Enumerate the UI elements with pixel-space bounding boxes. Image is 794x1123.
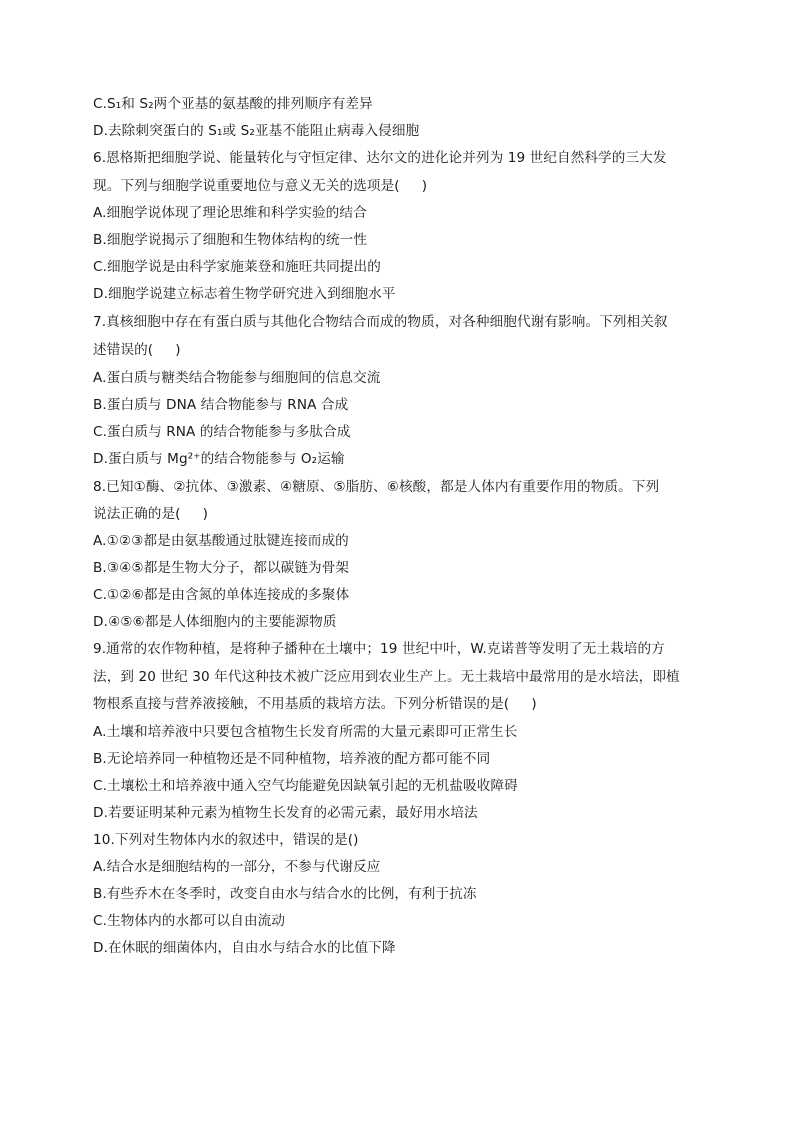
option-d-q6: D.细胞学说建立标志着生物学研究进入到细胞水平 (93, 286, 396, 302)
option-a-q7: A.蛋白质与糖类结合物能参与细胞间的信息交流 (93, 370, 381, 386)
option-b-q6: B.细胞学说揭示了细胞和生物体结构的统一性 (93, 232, 368, 248)
option-b-q7: B.蛋白质与 DNA 结合物能参与 RNA 合成 (93, 397, 349, 413)
question-6-stem-line2: 现。下列与细胞学说重要地位与意义无关的选项是( ) (93, 178, 428, 194)
question-7-stem-line2: 述错误的( ) (93, 342, 181, 358)
question-7-stem-line1: 7.真核细胞中存在有蛋白质与其他化合物结合而成的物质，对各种细胞代谢有影响。下列相关叙 (93, 314, 668, 330)
option-b-q8: B.③④⑤都是生物大分子，都以碳链为骨架 (93, 560, 350, 576)
question-8-stem-line2: 说法正确的是( ) (93, 506, 209, 522)
option-b-q10: B.有些乔木在冬季时，改变自由水与结合水的比例，有利于抗冻 (93, 886, 477, 902)
question-9-stem-line3: 物根系直接与营养液接触，不用基质的栽培方法。下列分析错误的是( ) (93, 696, 537, 712)
option-b-q9: B.无论培养同一种植物还是不同种植物，培养液的配方都可能不同 (93, 751, 491, 767)
option-a-q9: A.土壤和培养液中只要包含植物生长发育所需的大量元素即可正常生长 (93, 724, 518, 740)
option-c-q10: C.生物体内的水都可以自由流动 (93, 913, 286, 929)
option-d-q10: D.在休眠的细菌体内，自由水与结合水的比值下降 (93, 940, 396, 956)
question-9-stem-line2: 法，到 20 世纪 30 年代这种技术被广泛应用到农业生产上。无土栽培中最常用的是水培法，即植 (93, 669, 680, 685)
option-a-q8: A.①②③都是由氨基酸通过肽键连接而成的 (93, 533, 349, 549)
question-8-stem-line1: 8.已知①酶、②抗体、③激素、④糖原、⑤脂肪、⑥核酸，都是人体内有重要作用的物质。下列 (93, 479, 660, 495)
option-c-q7: C.蛋白质与 RNA 的结合物能参与多肽合成 (93, 424, 351, 440)
question-10-stem: 10.下列对生物体内水的叙述中，错误的是() (93, 832, 359, 848)
option-d-q7: D.蛋白质与 Mg²⁺的结合物能参与 O₂运输 (93, 451, 345, 467)
option-a-q10: A.结合水是细胞结构的一部分，不参与代谢反应 (93, 859, 381, 875)
option-a-q6: A.细胞学说体现了理论思维和科学实验的结合 (93, 205, 367, 221)
option-d-q9: D.若要证明某种元素为植物生长发育的必需元素，最好用水培法 (93, 805, 478, 821)
question-6-stem-line1: 6.恩格斯把细胞学说、能量转化与守恒定律、达尔文的进化论并列为 19 世纪自然科学的三大发 (93, 150, 667, 166)
option-c-q8: C.①②⑥都是由含氮的单体连接成的多聚体 (93, 587, 350, 603)
option-d-q5: D.去除刺突蛋白的 S₁或 S₂亚基不能阻止病毒入侵细胞 (93, 123, 420, 139)
option-c-q6: C.细胞学说是由科学家施莱登和施旺共同提出的 (93, 259, 381, 275)
option-d-q8: D.④⑤⑥都是人体细胞内的主要能源物质 (93, 614, 337, 630)
question-9-stem-line1: 9.通常的农作物种植，是将种子播种在土壤中；19 世纪中叶，W.克诺普等发明了无土栽培的方 (93, 641, 665, 657)
option-c-q5: C.S₁和 S₂两个亚基的氨基酸的排列顺序有差异 (93, 96, 373, 112)
option-c-q9: C.土壤松土和培养液中通入空气均能避免因缺氧引起的无机盐吸收障碍 (93, 778, 518, 794)
